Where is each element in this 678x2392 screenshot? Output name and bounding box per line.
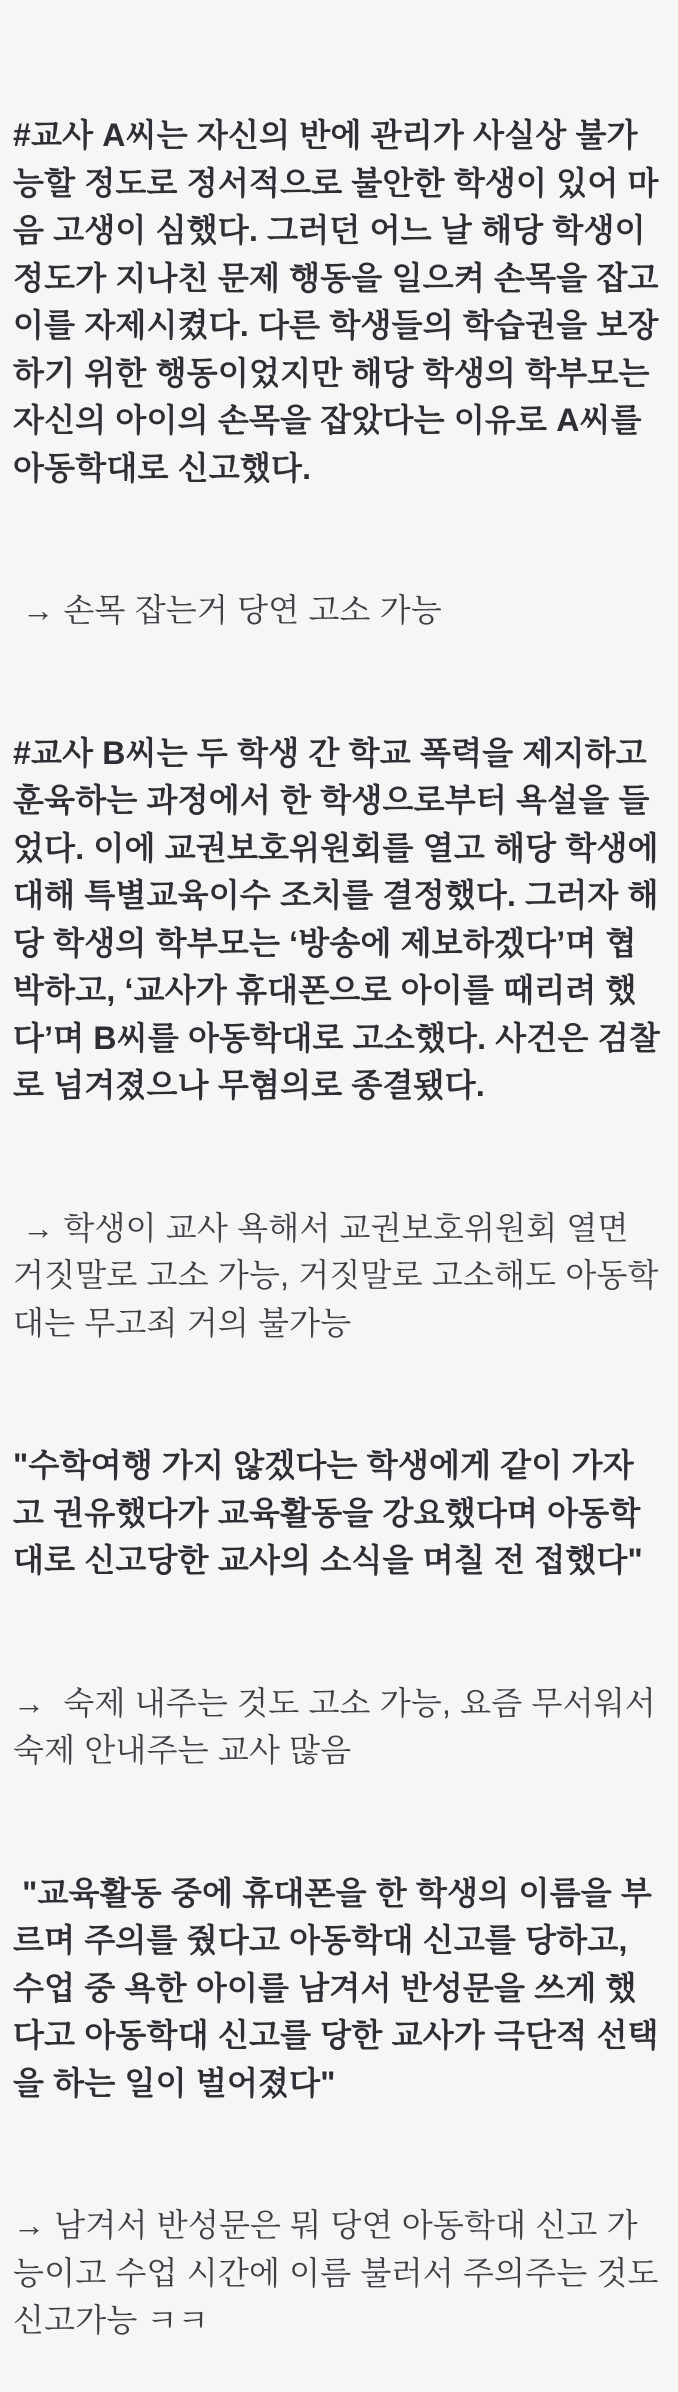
commentary-line-case-a: → 손목 잡는거 당연 고소 가능	[13, 592, 442, 628]
commentary-line-case-b: → 학생이 교사 욕해서 교권보호위원회 열면 거짓말로 고소 가능, 거짓말로 고소해도 아동학대는 무고죄 거의 불가능	[13, 1209, 659, 1341]
story-paragraph-quote-1: "수학여행 가지 않겠다는 학생에게 같이 가자고 권유했다가 교육활동을 강요했다며 아동학대로 신고당한 교사의 소식을 며칠 전 접했다"	[13, 1447, 643, 1578]
story-paragraph-case-a: #교사 A씨는 자신의 반에 관리가 사실상 불가능할 정도로 정서적으로 불안한 학생이 있어 마음 고생이 심했다. 그러던 어느 날 해당 학생이 정도가 지나친 문제 행동을 일으켜 손목을 잡고 이를 자제시켰다. 다른 학생들의 학습권을 보장하기 위한 행동이었지만 해당 학생의 학부모는 자신의 아이의 손목을 잡았다는 이유로 A씨를 아동학대로 신고했다.	[13, 117, 668, 486]
commentary-line-quote-1: → 숙제 내주는 것도 고소 가능, 요즘 무서워서 숙제 안내주는 교사 많음	[13, 1684, 666, 1768]
story-paragraph-quote-2: "교육활동 중에 휴대폰을 한 학생의 이름을 부르며 주의를 줬다고 아동학대 신고를 당하고, 수업 중 욕한 아이를 남겨서 반성문을 쓰게 했다고 아동학대 신고를 당한 교사가 극단적 선택을 하는 일이 벌어졌다"	[13, 1874, 659, 2101]
story-paragraph-case-b: #교사 B씨는 두 학생 간 학교 폭력을 제지하고 훈육하는 과정에서 한 학생으로부터 욕설을 들었다. 이에 교권보호위원회를 열고 해당 학생에 대해 특별교육이수 조치를 결정했다. 그러자 해당 학생의 학부모는 ‘방송에 제보하겠다’며 협박하고, ‘교사가 휴대폰으로 아이를 때리려 했다’며 B씨를 아동학대로 고소했다. 사건은 검찰로 넘겨졌으나 무혐의로 종결됐다.	[13, 734, 668, 1103]
commentary-line-quote-2: → 남겨서 반성문은 뭐 당연 아동학대 신고 가능이고 수업 시간에 이름 불러서 주의주는 것도 신고가능 ㅋㅋ	[13, 2207, 668, 2338]
